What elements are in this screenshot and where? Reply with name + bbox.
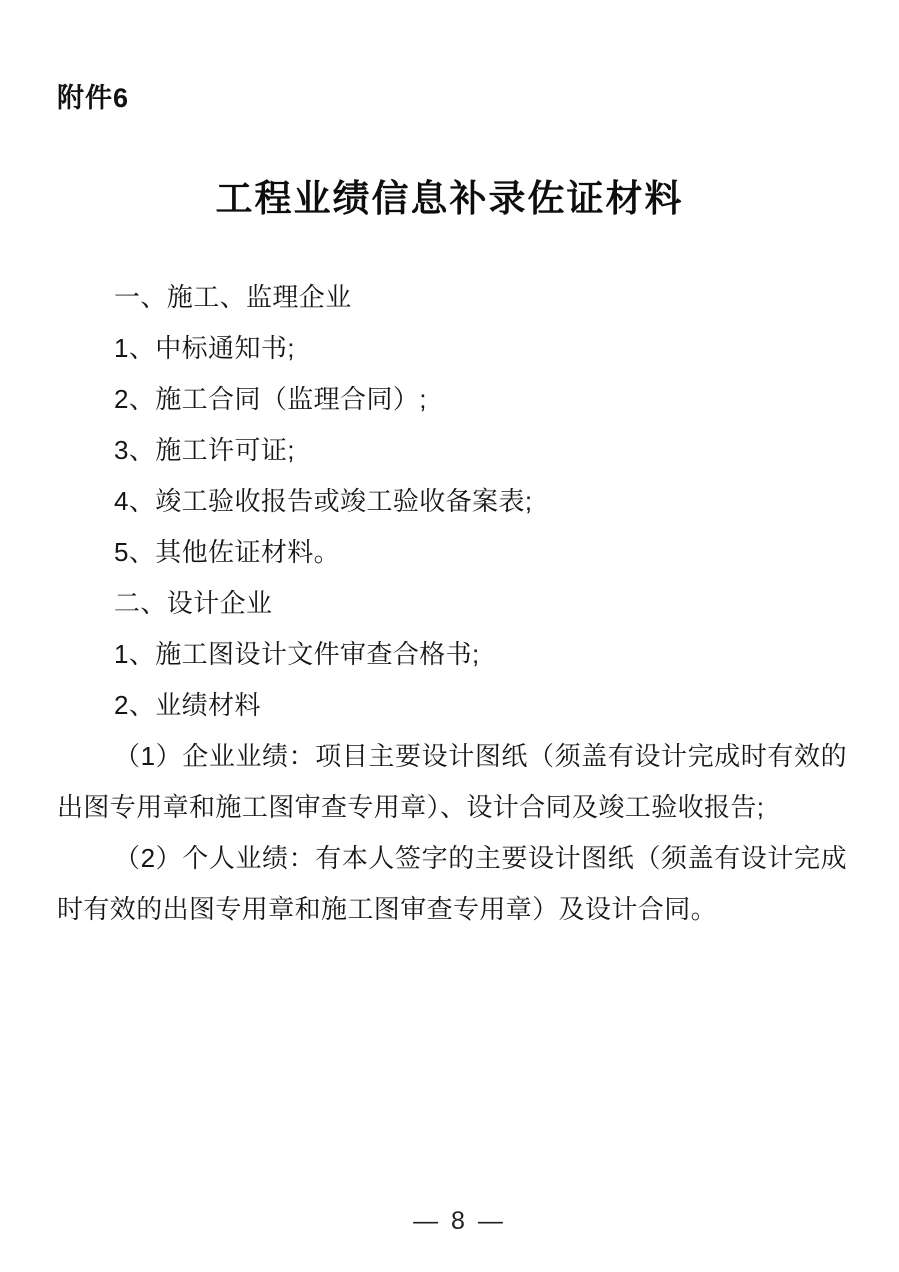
page-title: 工程业绩信息补录佐证材料 [215,178,684,219]
paragraph-individual-performance: （2）个人业绩：有本人签字的主要设计图纸（须盖有设计完成时有效的出图专用章和施工图审查专用章）及设计合同。 [57,843,847,924]
list-item: 3、施工许可证; [114,435,295,465]
attachment-label: 附件6 [57,83,130,113]
section-heading-2: 二、设计企业 [114,588,273,618]
list-item: 1、中标通知书; [114,333,295,363]
list-item: 1、施工图设计文件审查合格书; [114,639,480,669]
list-item: 2、业绩材料 [114,690,261,720]
section-heading-1: 一、施工、监理企业 [114,282,352,312]
document-body [57,272,847,935]
page-number: — 8 — [413,1207,506,1235]
list-item: 4、竣工验收报告或竣工验收备案表; [114,486,533,516]
paragraph-enterprise-performance: （1）企业业绩：项目主要设计图纸（须盖有设计完成时有效的出图专用章和施工图审查专用章）、设计合同及竣工验收报告; [57,741,847,822]
list-item: 2、施工合同（监理合同）; [114,384,427,414]
list-item: 5、其他佐证材料。 [114,537,341,567]
